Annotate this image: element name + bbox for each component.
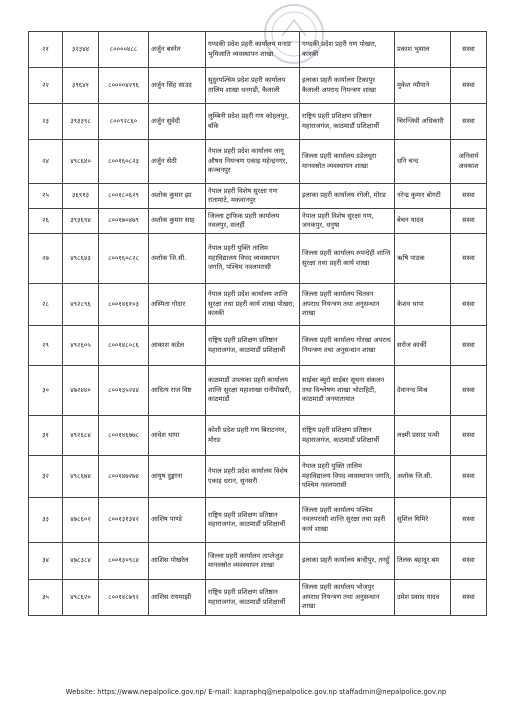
remark-cell: सस्वा	[451, 498, 487, 543]
serial-number-cell: ३०	[29, 366, 63, 416]
replacement-name-cell: अशोक जि.सी.	[395, 456, 451, 498]
table-row	[29, 498, 487, 543]
staff-id-cell: ८००१६०८२८	[99, 234, 149, 284]
remark-cell: सस्वा	[451, 456, 487, 498]
replacement-name-cell: धनि चन्द	[395, 140, 451, 184]
serial-number-cell: २५	[29, 184, 63, 209]
table-row	[29, 209, 487, 234]
table-row	[29, 416, 487, 456]
current-office-cell: जिल्ला ट्राफिक प्रहरी कार्यालय नवलपुर, सलर्ही	[206, 209, 300, 234]
current-office-cell: लुम्बिनी प्रदेश प्रहरी गण कोहलपुर, बाँके	[206, 104, 300, 140]
serial-number-cell: ३१	[29, 416, 63, 456]
transfer-office-cell: जिल्ला प्रहरी कार्यालय रुपन्देही शान्ति सुरक्षा तथा प्रहरी कार्य शाखा	[300, 234, 395, 284]
table-row	[29, 326, 487, 366]
serial-number-cell: २६	[29, 209, 63, 234]
transfer-office-cell: जिल्ला प्रहरी कार्यालय गोरखा अपराध नियन्त्रण तथा अनुसन्धान शाखा	[300, 326, 395, 366]
serial-number-cell: २२	[29, 68, 63, 104]
symbol-number-cell: ३९६४१	[63, 68, 99, 104]
staff-id-cell: ८००१४८७९२	[99, 580, 149, 616]
table-row	[29, 184, 487, 209]
employee-name-cell: आकाश कडेल	[149, 326, 206, 366]
replacement-name-cell: देवानन्द मिश्र	[395, 366, 451, 416]
employee-name-cell: अर्जुन सेठी	[149, 140, 206, 184]
replacement-name-cell: प्रकाश भुसाल	[395, 32, 451, 68]
staff-id-cell: ८००००४८८	[99, 32, 149, 68]
employee-name-cell: अशोक जि.सी.	[149, 234, 206, 284]
table-row	[29, 284, 487, 326]
employee-name-cell: अशोक कुमार झा	[149, 184, 206, 209]
remark-cell: सस्वा	[451, 32, 487, 68]
transfer-office-cell: राष्ट्रिय प्रहरी प्रशिक्षण प्रतिष्ठान महाराजगंज, काठमाडौं प्रशिक्षार्थी	[300, 416, 395, 456]
remark-cell: सस्वा	[451, 234, 487, 284]
serial-number-cell: ३३	[29, 498, 63, 543]
symbol-number-cell: ४७८३८४	[63, 543, 99, 580]
replacement-name-cell: चिरन्जिवी अधिकारी	[395, 104, 451, 140]
staff-id-cell: ८००१३५२४४	[99, 366, 149, 416]
symbol-number-cell: ४९२८९६	[63, 284, 99, 326]
current-office-cell: राष्ट्रिय प्रहरी प्रशिक्षण प्रतिष्ठान महाराजगंज, काठमाडौं प्रशिक्षार्थी	[206, 326, 300, 366]
replacement-name-cell: मुकेश न्यौपाने	[395, 68, 451, 104]
serial-number-cell: ३२	[29, 456, 63, 498]
staff-id-cell: ८००१६०८२३	[99, 140, 149, 184]
table-row	[29, 543, 487, 580]
table-row	[29, 234, 487, 284]
remark-cell: सस्वा	[451, 284, 487, 326]
transfer-office-cell: साईबर ब्युरो साईबर सूचना संकलन तथा विश्लेषण शाखा भोटाहिटी, काठमाडौं जनयातायात	[300, 366, 395, 416]
footer-contact: Website: https://www.nepalpolice.gov.np/ E-mail: kapraphq@nepalpolice.gov.np staffadmin@nepalpolice.gov.np	[65, 688, 447, 696]
current-office-cell: नेपाल प्रहरी प्रदेश कार्यालय शान्ति सुरक्षा तथा प्रहरी कार्य शाखा पोखरा, कास्की	[206, 284, 300, 326]
table-row	[29, 580, 487, 616]
staff-id-cell: ८००१८०६२९	[99, 184, 149, 209]
remark-cell: सस्वा	[451, 366, 487, 416]
staff-id-cell: ८००९२८६०	[99, 104, 149, 140]
table-row	[29, 140, 487, 184]
serial-number-cell: २४	[29, 140, 63, 184]
symbol-number-cell: ४९८६७४	[63, 456, 99, 498]
transfer-office-cell: इलाका प्रहरी कार्यालय टिकापुर कैलाली अपराध नियन्त्रण शाखा	[300, 68, 395, 104]
serial-number-cell: २३	[29, 104, 63, 140]
replacement-name-cell: ऋषि पाठक	[395, 234, 451, 284]
staff-id-cell: ८००१४६१०३	[99, 284, 149, 326]
serial-number-cell: २८	[29, 284, 63, 326]
transfer-office-cell: जिल्ला प्रहरी कार्यालय चितवन अपराध नियन्त्रण तथा अनुसन्धान शाखा	[300, 284, 395, 326]
serial-number-cell: ३५	[29, 580, 63, 616]
replacement-name-cell: बेचन यादव	[395, 209, 451, 234]
transfer-roster-table	[28, 31, 487, 616]
transfer-office-cell: राष्ट्रिय प्रहरी प्रशिक्षण प्रतिष्ठान महाराजगंज, काठमाडौं प्रशिक्षार्थी	[300, 104, 395, 140]
current-office-cell: नेपाल प्रहरी प्रदेश कार्यालय विशेष एकाइ धरान, सुनसरी	[206, 456, 300, 498]
table-row	[29, 456, 487, 498]
serial-number-cell: २९	[29, 326, 63, 366]
symbol-number-cell: ३६९१३	[63, 184, 99, 209]
staff-id-cell: ८००१७०४७९	[99, 209, 149, 234]
remark-cell: अनिवार्य अवकाश	[451, 140, 487, 184]
staff-id-cell: ८००१३०९८४	[99, 543, 149, 580]
employee-name-cell: आदित्य राज विष्ट	[149, 366, 206, 416]
remark-cell: सस्वा	[451, 68, 487, 104]
current-office-cell: राष्ट्रिय प्रहरी प्रशिक्षण प्रतिष्ठान महाराजगंज, काठमाडौं प्रशिक्षार्थी	[206, 498, 300, 543]
symbol-number-cell: ४७२४४०	[63, 366, 99, 416]
current-office-cell: कोशी प्रदेश प्रहरी गण बिराटनगर, मोरङ	[206, 416, 300, 456]
serial-number-cell: २७	[29, 234, 63, 284]
transfer-office-cell: नेपाल प्रहरी विशेष सुरक्षा गण, जनकपुर, धनुषा	[300, 209, 395, 234]
remark-cell: सस्वा	[451, 543, 487, 580]
transfer-office-cell: इलाका प्रहरी कार्यालय बन्दीपुर, तनहुँ	[300, 543, 395, 580]
table-row	[29, 104, 487, 140]
remark-cell: सस्वा	[451, 104, 487, 140]
employee-name-cell: आशिस पोखरेल	[149, 543, 206, 580]
employee-name-cell: आयुष दुङ्गाना	[149, 456, 206, 498]
current-office-cell: जिल्ला प्रहरी कार्यालय ताप्लेजुङ मानवस्रोत व्यवस्थापन शाखा	[206, 543, 300, 580]
current-office-cell: नेपाल प्रहरी प्रदेश कार्यालय लागू औषध नियन्त्रण एकाइ महेन्द्रनगर, कञ्चनपुर	[206, 140, 300, 184]
employee-name-cell: अर्जुन सुवेदी	[149, 104, 206, 140]
employee-name-cell: अशोक कुमार साह	[149, 209, 206, 234]
replacement-name-cell: सुशिल घिमिरे	[395, 498, 451, 543]
serial-number-cell: ३४	[29, 543, 63, 580]
employee-name-cell: अर्जुन बस्नेत	[149, 32, 206, 68]
transfer-office-cell: जिल्ला प्रहरी कार्यालय भोजपुर अपराध नियन्त्रण तथा अनुसन्धान शाखा	[300, 580, 395, 616]
replacement-name-cell: केशव थापा	[395, 284, 451, 326]
symbol-number-cell: ४९८६४३	[63, 234, 99, 284]
table-row	[29, 32, 487, 68]
remark-cell: सस्वा	[451, 580, 487, 616]
transfer-office-cell: नेपाल प्रहरी युक्ति तालिम महाविद्यालय विपद व्यवस्थापन जगति, पश्चिम नवलपरासी	[300, 456, 395, 498]
current-office-cell: नेपाल प्रहरी विशेष सुरक्षा गण रातामाटे, मकवानपुर	[206, 184, 300, 209]
symbol-number-cell: ३२३४४	[63, 32, 99, 68]
employee-name-cell: आवेश थापा	[149, 416, 206, 456]
staff-id-cell: ८००१३१३४२	[99, 498, 149, 543]
table-row	[29, 68, 487, 104]
symbol-number-cell: ४९८६२०	[63, 580, 99, 616]
staff-id-cell: ८००१४८०८६	[99, 326, 149, 366]
replacement-name-cell: तिलक बहादुर बम	[395, 543, 451, 580]
current-office-cell: काठमाडौं उपत्यका प्रहरी कार्यालय शान्ति सुरक्षा महाशाखा रानीपोखरी, काठमाडौं	[206, 366, 300, 416]
staff-id-cell: ८००१४६७७८	[99, 416, 149, 456]
staff-id-cell: ८००००४२९६	[99, 68, 149, 104]
symbol-number-cell: ४९२६०५	[63, 326, 99, 366]
symbol-number-cell: ३९३६९४	[63, 209, 99, 234]
transfer-office-cell: इलाका प्रहरी कार्यालय रंगेली, मोरङ	[300, 184, 395, 209]
remark-cell: सस्वा	[451, 184, 487, 209]
symbol-number-cell: ३९३३९८	[63, 104, 99, 140]
staff-id-cell: ८००१४७२७४	[99, 456, 149, 498]
table-row	[29, 366, 487, 416]
remark-cell: सस्वा	[451, 209, 487, 234]
transfer-office-cell: जिल्ला प्रहरी कार्यालय डडेलधुरा मानवस्रोत व्यवस्थापन शाखा	[300, 140, 395, 184]
replacement-name-cell: उमेश प्रसाद यादव	[395, 580, 451, 616]
remark-cell: सस्वा	[451, 326, 487, 366]
remark-cell: सस्वा	[451, 416, 487, 456]
current-office-cell: सुदुरपश्चिम प्रदेश प्रहरी कार्यालय तालिम शाखा धनगढी, कैलाली	[206, 68, 300, 104]
employee-name-cell: आशिस रायमाझी	[149, 580, 206, 616]
current-office-cell: राष्ट्रिय प्रहरी प्रशिक्षण प्रतिष्ठान महाराजगंज, काठमाडौं प्रशिक्षार्थी	[206, 580, 300, 616]
employee-name-cell: अर्जुन सिंह साउद	[149, 68, 206, 104]
symbol-number-cell: ४७८६०२	[63, 498, 99, 543]
replacement-name-cell: नरेन्द्र कुमार बोगटी	[395, 184, 451, 209]
employee-name-cell: आशिष पाण्डे	[149, 498, 206, 543]
replacement-name-cell: लक्ष्मी प्रसाद पन्थी	[395, 416, 451, 456]
employee-name-cell: अस्मिता गोदार	[149, 284, 206, 326]
current-office-cell: नेपाल प्रहरी युक्ति तालिम महाविद्यालय विपद व्यवस्थापन जगति, पश्चिम नवलपरासी	[206, 234, 300, 284]
serial-number-cell: २१	[29, 32, 63, 68]
current-office-cell: गण्डकी प्रदेश प्रहरी कार्यालय मनाङ भुमिजाति व्यवस्थापन शाखा	[206, 32, 300, 68]
transfer-office-cell: गण्डकी प्रदेश प्रहरी गण पोखरा, कास्की	[300, 32, 395, 68]
symbol-number-cell: ४९८६४०	[63, 140, 99, 184]
symbol-number-cell: ४९२६८४	[63, 416, 99, 456]
replacement-name-cell: सरोज कार्की	[395, 326, 451, 366]
transfer-office-cell: जिल्ला प्रहरी कार्यालय पश्चिम नवलपरासी शान्ति सुरक्षा तथा प्रहरी कार्य शाखा	[300, 498, 395, 543]
